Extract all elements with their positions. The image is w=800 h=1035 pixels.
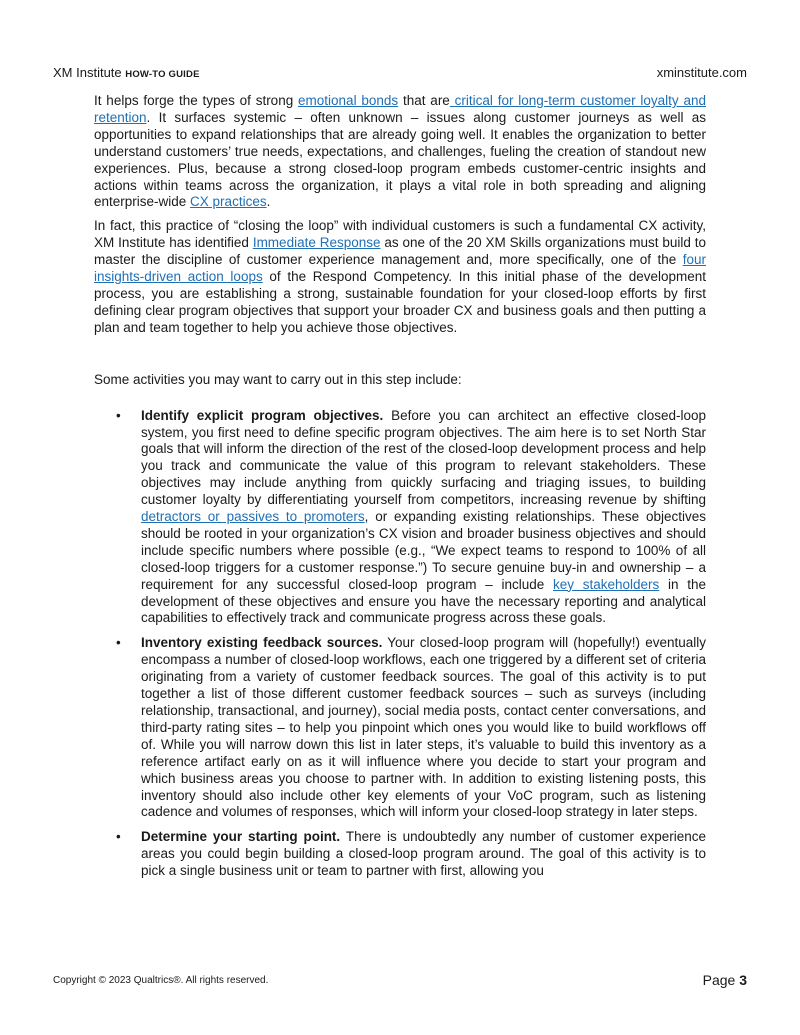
item-heading: Determine your starting point.	[141, 829, 341, 845]
item-heading: Identify explicit program objectives.	[141, 407, 384, 423]
bullet-icon: •	[116, 407, 121, 423]
guide-label: HOW-TO GUIDE	[125, 69, 200, 80]
activities-list	[94, 408, 706, 880]
activities-intro: Some activities you may want to carry out in this step include:	[94, 371, 462, 387]
paragraph-1	[94, 93, 706, 211]
page-indicator	[703, 972, 747, 988]
link-detractors-promoters[interactable]: detractors or passives to promoters	[141, 509, 365, 525]
bullet-icon: •	[116, 829, 121, 845]
text: Your closed-loop program will (hopefully!) eventually encompass a number of closed-loop workflows, each one triggered by a different set of criteria originating from a variety of customer feedback sources. The goal of this activity is to put together a list of those different customer feedback sources – such as surveys (including relationship, transactional, and journey), social media posts, contact center conversations, and third-party rating sites – to help you pinpoint which ones you would like to build workflows off of. While you will narrow down this list in later steps, it’s valuable to build this inventory as a reference artifact early on as it will influence where you decide to start your program and which business areas you choose to partner with. In addition to existing listening posts, this inventory should also include other key elements of your VoC program, such as listening cadence and volumes of responses, which will inform your closed-loop strategy in later steps.	[141, 635, 707, 820]
link-emotional-bonds[interactable]: emotional bonds	[298, 93, 399, 108]
text: in the development of these objectives and ensure you have the necessary reporting and analytical capabilities to effectively track and communicate progress across these goals.	[141, 576, 706, 626]
document-body	[94, 93, 706, 888]
item-heading: Inventory existing feedback sources.	[141, 635, 383, 651]
text: It helps forge the types of strong	[94, 93, 299, 108]
copyright: Copyright © 2023 Qualtrics®. All rights reserved.	[53, 975, 269, 986]
list-item-objectives	[94, 408, 706, 628]
page-label: Page	[702, 972, 740, 988]
text: In fact, this practice of “closing the loop” with individual customers is such a fundamental CX activity, XM Institute has identified	[94, 218, 706, 251]
header-site: xminstitute.com	[656, 65, 747, 80]
link-cx-practices[interactable]: CX practices	[190, 194, 267, 210]
list-item-starting-point	[94, 829, 706, 880]
link-loyalty-retention[interactable]: critical for long-term customer loyalty and retention	[94, 93, 707, 125]
text: , or expanding existing relationships. These objectives should be rooted in your organization’s CX vision and broader business objectives and should include specific numbers where possible (e.g., “We expect teams to respond to 100% of all closed-loop triggers for a customer response.”) To secure genuine buy-in and ownership – a requirement for any successful closed-loop program – include	[141, 509, 706, 592]
link-key-stakeholders[interactable]: key stakeholders	[552, 576, 660, 592]
link-action-loops[interactable]: four insights-driven action loops	[94, 252, 706, 285]
bullet-icon: •	[116, 635, 121, 651]
text: that are	[398, 93, 450, 108]
link-immediate-response[interactable]: Immediate Response	[252, 235, 381, 251]
page-footer	[53, 972, 747, 990]
brand-name: XM Institute	[53, 65, 122, 80]
text: as one of the 20 XM Skills organizations must build to master the discipline of customer experience management and, more specifically, one of the	[94, 235, 706, 268]
header-brand	[53, 64, 200, 84]
page-header	[53, 64, 747, 82]
text: Before you can architect an effective closed-loop system, you first need to define specific program objectives. The aim here is to set North Star goals that will inform the direction of the rest of the closed-loop development process and help you track and communicate the value of this program to relevant stakeholders. These objectives may include anything from quickly surfacing and triaging issues, to building customer loyalty by differentiating yourself from competitors, increasing revenue by shifting	[141, 407, 706, 508]
paragraph-2	[94, 218, 706, 336]
text: .	[266, 194, 271, 210]
page-number: 3	[739, 972, 747, 988]
list-item-inventory	[94, 635, 706, 821]
text: of the Respond Competency. In this initial phase of the development process, you are establishing a strong, sustainable foundation for your closed-loop efforts by first defining clear program objectives that support your broader CX and business goals and then putting a plan and team together to help you achieve those objectives.	[94, 269, 707, 335]
text: There is undoubtedly any number of customer experience areas you could begin building a closed-loop program around. The goal of this activity is to pick a single business unit or team to partner with first, allowing you	[141, 829, 706, 879]
text: . It surfaces systemic – often unknown – issues along customer journeys as well as opportunities to expand relationships that are already going well. It enables the organization to better understand customers’ true needs, expectations, and challenges, fueling the creation of standout new experiences. Plus, because a strong closed-loop program embeds customer-centric insights and actions within teams across the organization, it plays a vital role in both spreading and aligning enterprise-wide	[94, 109, 706, 210]
